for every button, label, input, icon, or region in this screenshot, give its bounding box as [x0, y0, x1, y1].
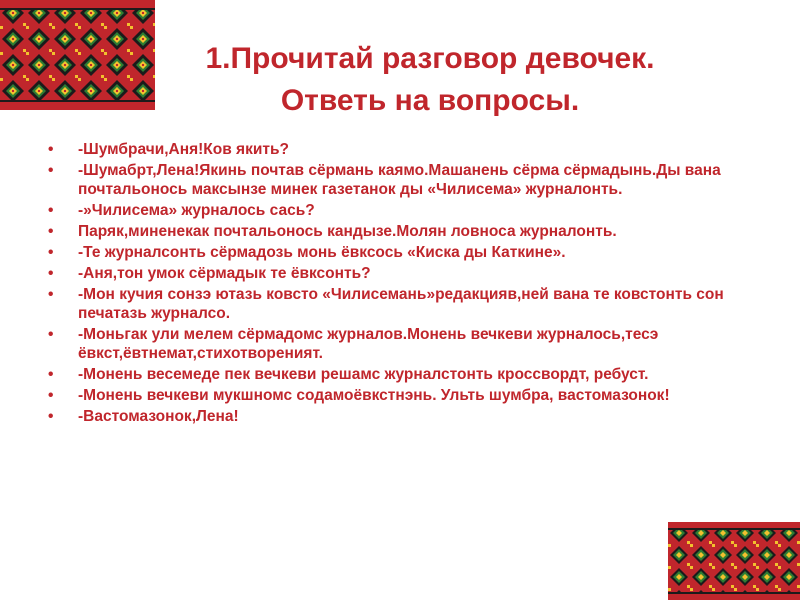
- bullet-icon: •: [48, 387, 54, 404]
- slide-title-line-1: 1.Прочитай разговор девочек.: [205, 42, 655, 75]
- dialogue-line: [48, 325, 758, 363]
- dialogue-line: [48, 243, 758, 262]
- embroidery-ornament-bottom: [668, 522, 800, 600]
- dialogue-text: Паряк,миненекак почтальонось кандызе.Молян ловноса журналонть.: [78, 223, 617, 240]
- dialogue-text: -Мон кучия сонзэ ютазь ковсто «Чилисемань»редакцияв,ней вана те ковстонть сон печатазь журналсо.: [78, 286, 724, 322]
- bullet-icon: •: [48, 244, 54, 261]
- bullet-icon: •: [48, 162, 54, 179]
- slide-title: [120, 38, 740, 122]
- dialogue-line: [48, 386, 758, 405]
- dialogue-line: [48, 222, 758, 241]
- dialogue-line: [48, 365, 758, 384]
- bullet-icon: •: [48, 141, 54, 158]
- dialogue-text: -»Чилисема» журналось сась?: [78, 202, 315, 219]
- bullet-icon: •: [48, 202, 54, 219]
- dialogue-text: -Вастомазонок,Лена!: [78, 408, 239, 425]
- bullet-icon: •: [48, 223, 54, 240]
- bullet-icon: •: [48, 366, 54, 383]
- slide-title-line-2: Ответь на вопросы.: [280, 84, 580, 117]
- dialogue-text: -Аня,тон умок сёрмадык те ёвксонть?: [78, 265, 371, 282]
- dialogue-line: [48, 161, 758, 199]
- dialogue-text: -Монень вечкеви мукшномс содамоёвкстнэнь. Ульть шумбра, вастомазонок!: [78, 387, 670, 404]
- bullet-icon: •: [48, 326, 54, 343]
- dialogue-list: [48, 140, 758, 428]
- dialogue-line: [48, 140, 758, 159]
- dialogue-text: -Монень весемеде пек вечкеви решамс журналстонть кроссвордт, ребуст.: [78, 366, 649, 383]
- dialogue-line: [48, 285, 758, 323]
- dialogue-text: -Моньгак ули мелем сёрмадомс журналов.Монень вечкеви журналось,тесэ ёвкст,ёвтнемат,стихотвореният.: [78, 326, 659, 362]
- dialogue-line: [48, 407, 758, 426]
- dialogue-line: [48, 264, 758, 283]
- dialogue-text: -Шумабрт,Лена!Якинь почтав сёрмань каямо.Машанень сёрма сёрмадынь.Ды вана почтальонось максынзе минек газетанок ды «Чилисема» журналонть.: [78, 162, 721, 198]
- bullet-icon: •: [48, 286, 54, 303]
- dialogue-text: -Те журналсонть сёрмадозь монь ёвксось «Киска ды Каткине».: [78, 244, 566, 261]
- dialogue-text: -Шумбрачи,Аня!Ков якить?: [78, 141, 289, 158]
- dialogue-line: [48, 201, 758, 220]
- bullet-icon: •: [48, 408, 54, 425]
- bullet-icon: •: [48, 265, 54, 282]
